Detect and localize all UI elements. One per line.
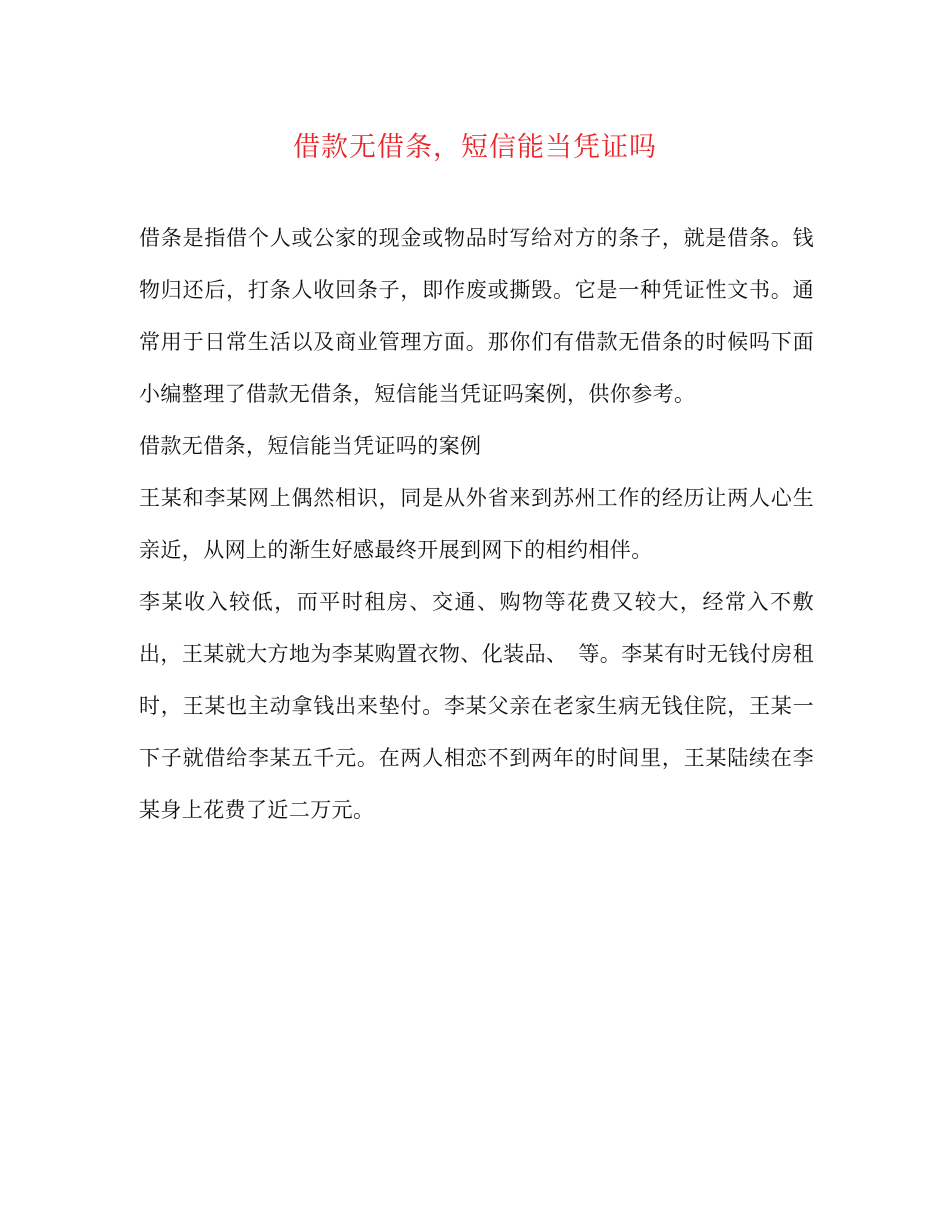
document-body: [139, 212, 814, 836]
paragraph-intro: 借条是指借个人或公家的现金或物品时写给对方的条子，就是借条。钱物归还后，打条人收回条子，即作废或撕毁。它是一种凭证性文书。通常用于日常生活以及商业管理方面。那你们有借款无借条的时候吗下面小编整理了借款无借条，短信能当凭证吗案例，供你参考。: [139, 226, 814, 406]
page-title: 借款无借条，短信能当凭证吗: [293, 132, 657, 163]
paragraph-case-1: 王某和李某网上偶然相识，同是从外省来到苏州工作的经历让两人心生亲近，从网上的渐生好感最终开展到网下的相约相伴。: [139, 486, 814, 562]
paragraph-case-2: 李某收入较低，而平时租房、交通、购物等花费又较大，经常入不敷出，王某就大方地为李某购置衣物、化装品、 等。李某有时无钱付房租时，王某也主动拿钱出来垫付。李某父亲在老家生病无钱住院，王某一下子就借给李某五千元。在两人相恋不到两年的时间里，王某陆续在李某身上花费了近二万元。: [139, 590, 814, 822]
section-heading: 借款无借条，短信能当凭证吗的案例: [139, 434, 482, 458]
